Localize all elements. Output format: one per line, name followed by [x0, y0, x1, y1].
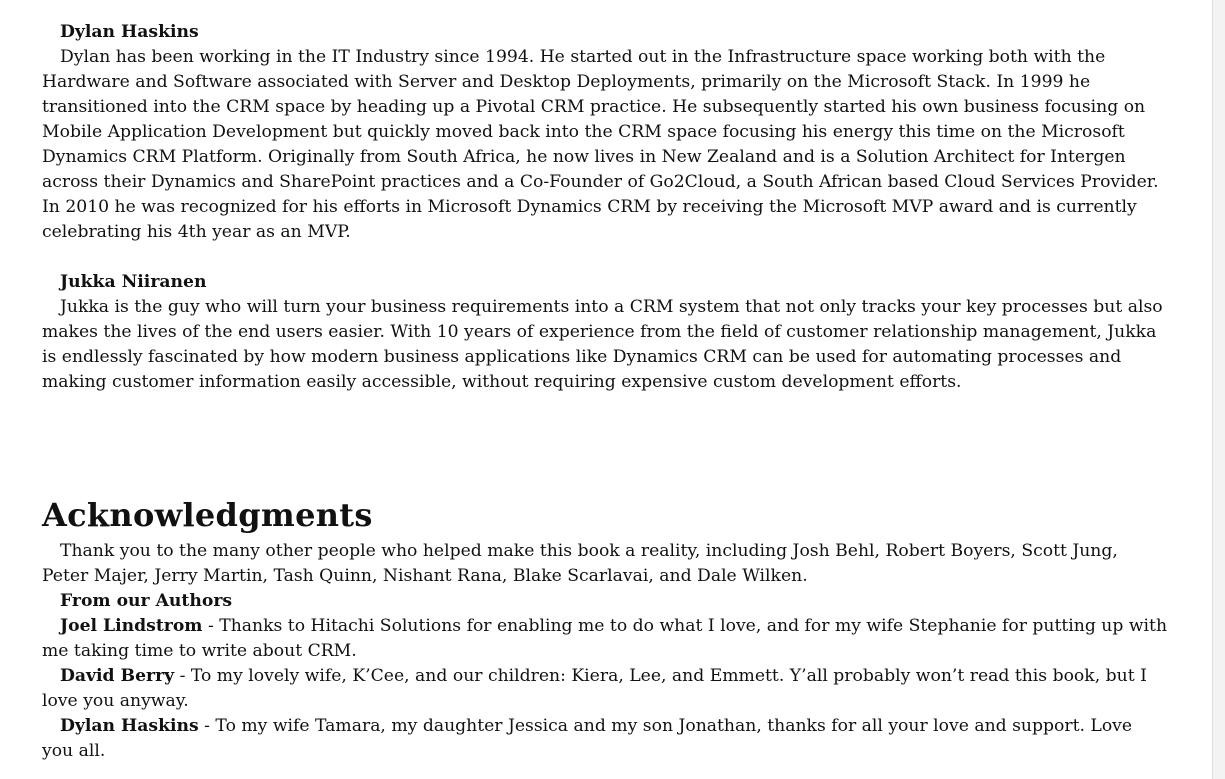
vertical-scrollbar[interactable] [1212, 0, 1225, 779]
author-name-jukka-niiranen: Jukka Niiranen [60, 272, 207, 292]
author-note-text: - Thanks to Hitachi Solutions for enabling me to do what I love, and for my wife Stephanie for putting up with me taking time to write about CRM. [42, 616, 1168, 661]
author-note-dylan-haskins [42, 714, 1167, 764]
document-page [42, 20, 1167, 764]
acknowledgments-intro: Thank you to the many other people who helped make this book a reality, including Josh Behl, Robert Boyers, Scott Jung, Peter Majer, Jerry Martin, Tash Quinn, Nishant Rana, Blake Scarlavai, and Dale Wilken. [42, 541, 1118, 586]
author-note-david-berry [42, 664, 1167, 714]
author-note-text: - To my lovely wife, K’Cee, and our children: Kiera, Lee, and Emmett. Y’all probably won’t read this book, but I love you anyway. [42, 666, 1147, 711]
acknowledgments-heading: Acknowledgments [42, 496, 373, 534]
author-note-name: Dylan Haskins [60, 716, 199, 736]
from-authors-heading: From our Authors [60, 591, 233, 611]
author-name-dylan-haskins: Dylan Haskins [60, 22, 199, 42]
author-note-name: Joel Lindstrom [60, 616, 203, 636]
section-spacer [42, 395, 1167, 496]
paragraph-spacer [42, 245, 1167, 270]
author-bio-jukka-niiranen: Jukka is the guy who will turn your business requirements into a CRM system that not only tracks your key processes but also makes the lives of the end users easier. With 10 years of experience from the field of customer relationship management, Jukka is endlessly fascinated by how modern business applications like Dynamics CRM can be used for automating processes and making customer information easily accessible, without requiring expensive custom development efforts. [42, 297, 1163, 392]
author-note-name: David Berry [60, 666, 175, 686]
author-note-text: - To my wife Tamara, my daughter Jessica and my son Jonathan, thanks for all your love and support. Love you all. [42, 716, 1133, 761]
author-note-joel-lindstrom [42, 614, 1167, 664]
author-bio-dylan-haskins: Dylan has been working in the IT Industry since 1994. He started out in the Infrastructure space working both with the Hardware and Software associated with Server and Desktop Deployments, primarily on the Microsoft Stack. In 1999 he transitioned into the CRM space by heading up a Pivotal CRM practice. He subsequently started his own business focusing on Mobile Application Development but quickly moved back into the CRM space focusing his energy this time on the Microsoft Dynamics CRM Platform. Originally from South Africa, he now lives in New Zealand and is a Solution Architect for Intergen across their Dynamics and SharePoint practices and a Co-Founder of Go2Cloud, a South African based Cloud Services Provider. In 2010 he was recognized for his efforts in Microsoft Dynamics CRM by receiving the Microsoft MVP award and is currently celebrating his 4th year as an MVP. [42, 47, 1159, 242]
